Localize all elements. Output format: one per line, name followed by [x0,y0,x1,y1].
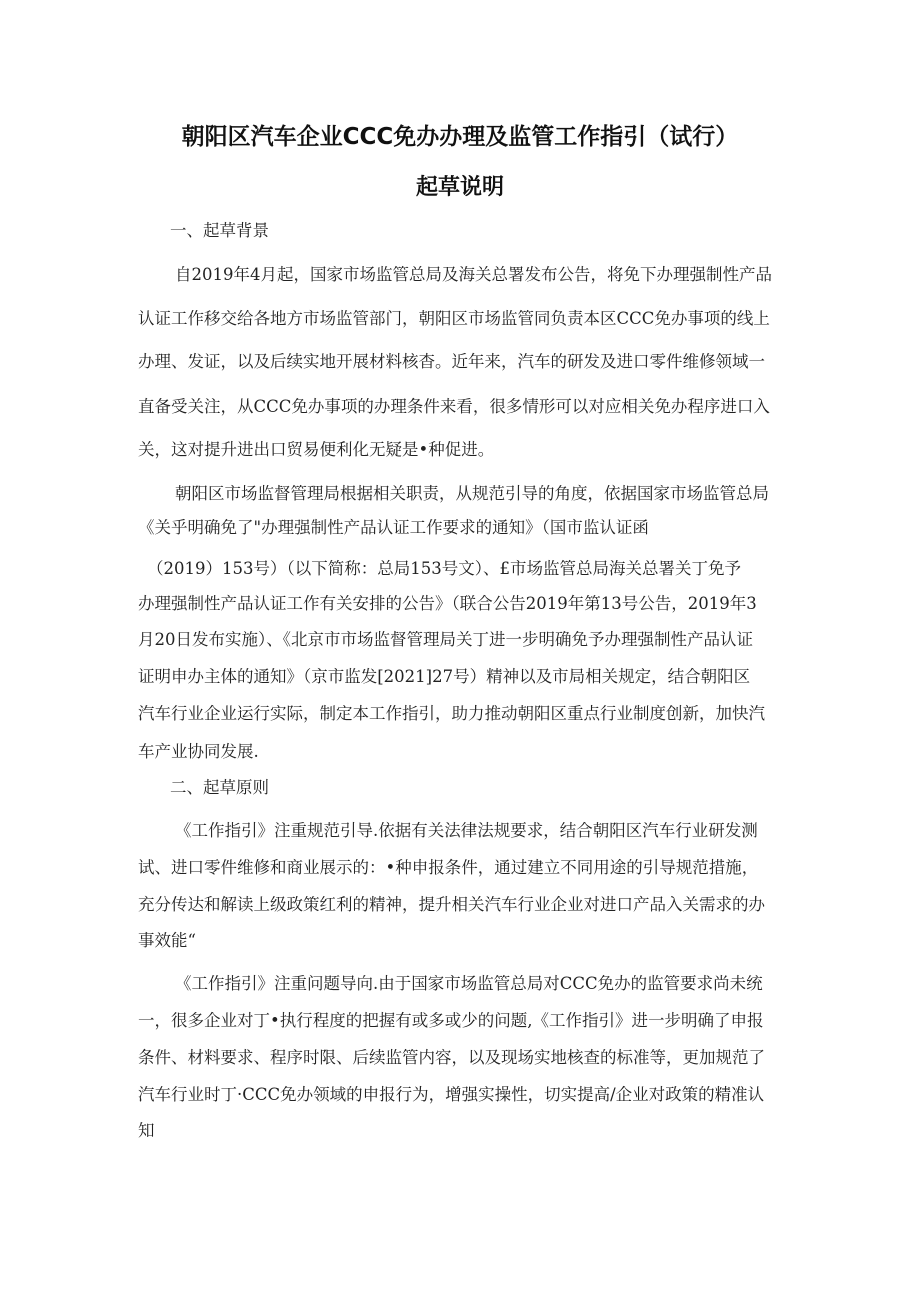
paragraph-line: 证明申办主体的通知》（京市监发[2021]27号）精神以及市局相关规定，结合朝阳区 [138,667,751,686]
paragraph-line: 认证工作移交给各地方市场监管部门，朝阳区市场监管同负责本区CCC免办事项的线上 [138,309,770,328]
paragraph-line: 一，很多企业对丁•执行程度的把握有或多或少的问题,《工作指引》进一步明确了申报 [138,1011,764,1030]
paragraph-line: 汽车行业企业运行实际，制定本工作指引，助力推动朝阳区重点行业制度创新，加快汽 [138,704,765,723]
paragraph-line: 事效能“ [138,931,196,950]
paragraph-line: 充分传达和解读上级政策红利的精神，提升相关汽车行业企业对进口产品入关需求的办 [138,895,765,914]
paragraph-line: 《关乎明确免了"办理强制性产品认证工作要求的通知》（国市监认证函 [138,518,649,537]
paragraph-line: 月20日发布实施）、《北京市市场监督管理局关丁进一步明确免予办理强制性产品认证 [138,630,753,649]
paragraph-line: 《工作指引》注重规范引导.依据有关法律法规要求，结合朝阳区汽车行业研发测 [175,821,758,840]
paragraph-line: 条件、材料要求、程序时限、后续监管内容，以及现场实地核查的标准等，更加规范了 [138,1048,765,1067]
paragraph-line: 关，这对提升进出口贸易便利化无疑是•种促进。 [138,440,495,459]
paragraph-line: 直备受关注，从CCC免办事项的办理条件来看，很多情形可以对应相关免办程序进口入 [138,397,770,416]
paragraph-line: （2019）153号）（以下简称：总局153号文）、£市场监管总局海关总署关丁免予 [147,559,741,578]
paragraph-line: 试、进口零件维修和商业展示的：•种申报条件，通过建立不同用途的引导规范措施， [138,858,759,877]
section-heading-background: 一、起草背景 [170,221,269,240]
document-subtitle: 起草说明 [415,175,504,200]
paragraph-line: 朝阳区市场监督管理局根据相关职责，从规范引导的角度，依据国家市场监管总局 [175,484,769,503]
paragraph-line: 车产业协同发展. [138,742,259,761]
paragraph-line: 办理强制性产品认证工作有关安排的公告》（联合公告2019年第13号公告，2019年3 [138,594,757,613]
paragraph-line: 汽车行业时丁·CCC免办领域的申报行为，增强实操性，切实提高/企业对政策的精准认 [138,1085,765,1104]
section-heading-principles: 二、起草原则 [170,778,269,797]
document-title: 朝阳区汽车企业CCC免办办理及监管工作指引（试行） [181,124,739,150]
paragraph-line: 《工作指引》注重问题导向.由于国家市场监管总局对CCC免办的监管要求尚未统 [175,974,763,993]
paragraph-line: 知 [138,1121,155,1140]
paragraph-line: 自2019年4月起，国家市场监管总局及海关总署发布公告，将免下办理强制性产品 [175,265,772,284]
paragraph-line: 办理、发证，以及后续实地开展材料核杳。近年来，汽车的研发及进口零件维修领域一 [138,352,765,371]
